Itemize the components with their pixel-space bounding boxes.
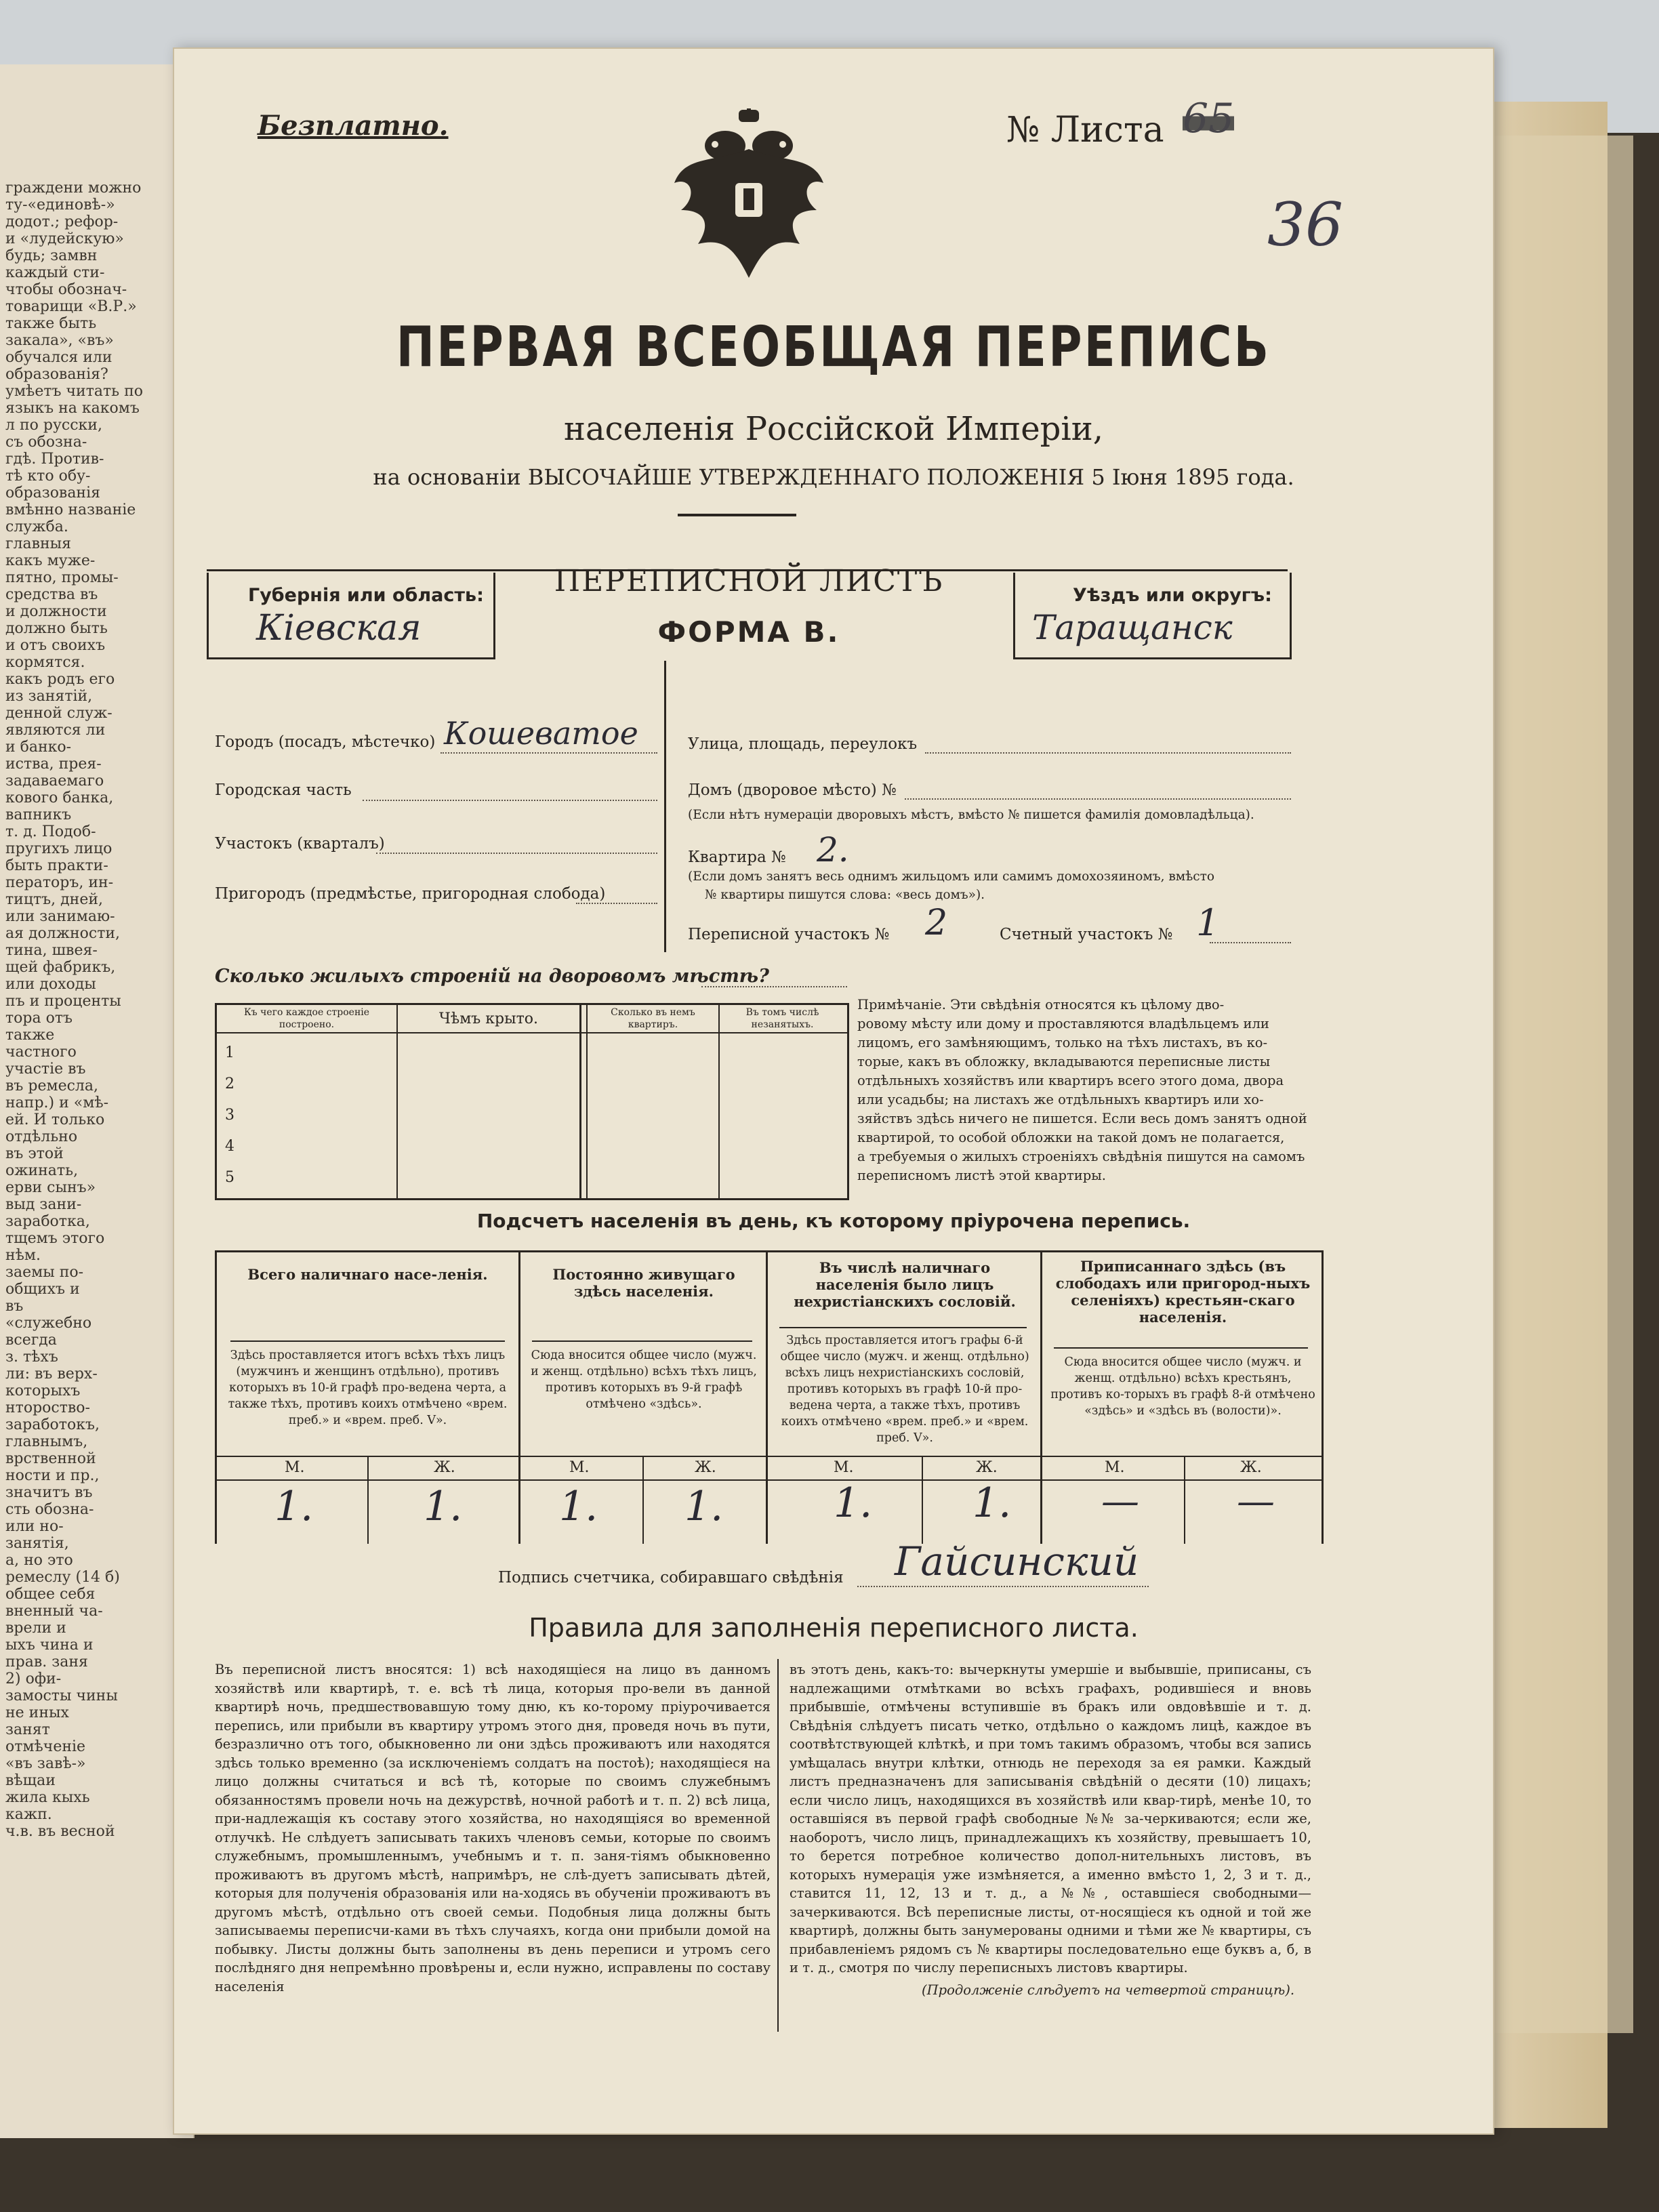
facing-page-line: пъ и проценты	[5, 993, 121, 1010]
facing-page-line: вѣщаи	[5, 1772, 56, 1789]
facing-page-line: будь; замвн	[5, 247, 98, 264]
sheet-number-label: № Листа	[1006, 110, 1164, 150]
note-line: Примѣчаніе. Эти свѣдѣнія относятся къ цѣлому дво-	[857, 997, 1225, 1012]
facing-page-line: также	[5, 1027, 55, 1044]
note-line: торые, какъ въ обложку, вкладываются переписные листы	[857, 1054, 1271, 1069]
facing-page-line: въ этой	[5, 1145, 64, 1162]
uezd-label: Уѣздъ или округъ:	[1073, 585, 1272, 606]
female-label: Ж.	[434, 1459, 455, 1476]
facing-page-line: умѣетъ читать по	[5, 383, 144, 400]
count-district-label: Счетный участокъ №	[1000, 926, 1173, 943]
facing-page-line: средства въ	[5, 586, 98, 603]
facing-page-line: ремеслу (14 б)	[5, 1569, 120, 1586]
facing-page-line: вненный ча-	[5, 1603, 103, 1620]
facing-page-line: «въ завѣ-»	[5, 1755, 86, 1772]
city-part-line	[363, 800, 657, 801]
tally-col-desc: Сюда вносится общее число (мужч. и женщ. отдѣльно) всѣхъ крестьянъ, противъ ко-торыхъ въ графѣ 8-й отмѣчено «здѣсь» и «здѣсь въ (волости)».	[1050, 1355, 1315, 1418]
tally-col-title: Въ числѣ наличнаго населенія было лицъ нехристіанскихъ сословій.	[794, 1259, 1016, 1310]
house-note: (Если нѣтъ нумераціи дворовыхъ мѣстъ, вмѣсто № пишется фамилія домовладѣльца).	[688, 808, 1254, 822]
note-line: квартирой, то особой обложки на такой домъ не полагается,	[857, 1130, 1285, 1145]
tally-peasants-male: —	[1101, 1479, 1139, 1523]
continued-note: (Продолженіе слѣдуетъ на четвертой страницѣ).	[922, 1982, 1295, 1998]
buildings-row-2: 2	[225, 1076, 234, 1092]
male-label: М.	[1105, 1459, 1125, 1476]
tally-col-desc: Здѣсь проставляется итогъ всѣхъ тѣхъ лицъ (мужчинъ и женщинъ отдѣльно), противъ которыхъ въ 10-й графѣ про-ведена черта, а также тѣхъ, противъ коихъ отмѣчено «врем. преб.» и «врем. преб. V».	[228, 1349, 508, 1427]
district-label: Участокъ (кварталъ)	[215, 835, 385, 853]
facing-page-line: замосты чины	[5, 1687, 118, 1704]
buildings-table	[215, 1003, 849, 1200]
facing-page-line: кового банка,	[5, 790, 114, 806]
facing-page-line: и банко-	[5, 739, 72, 756]
facing-page-line: участіе въ	[5, 1061, 86, 1078]
female-label: Ж.	[976, 1459, 998, 1476]
facing-page-line: ту-«единовѣ-»	[5, 197, 115, 213]
suburb-line	[576, 903, 657, 904]
tally-col-title: Постоянно живущаго здѣсь населенія.	[552, 1266, 735, 1300]
facing-page-line: не иных	[5, 1704, 69, 1721]
facing-page-line: служба.	[5, 518, 68, 535]
facing-page-line: сть обозна-	[5, 1501, 94, 1518]
facing-page-line: обучался или	[5, 349, 112, 366]
note-line: зяйствъ здѣсь ничего не пишется. Если весь домъ занятъ одной	[857, 1111, 1307, 1126]
facing-page-line: напр.) и «мѣ-	[5, 1094, 109, 1111]
facing-page-line: заработокъ,	[5, 1416, 100, 1433]
signature-line	[857, 1586, 1149, 1587]
male-label: М.	[569, 1459, 590, 1476]
tally-col-desc: Сюда вносится общее число (мужч. и женщ. отдѣльно) всѣхъ тѣхъ лицъ, противъ которыхъ въ 9-й графѣ отмѣчено «здѣсь».	[531, 1349, 757, 1411]
rules-left-column: Въ переписной листъ вносятся: 1) всѣ находящіеся на лицо въ данномъ хозяйствѣ или квартирѣ, т. е. всѣ тѣ лица, которыя про-вели въ данной квартирѣ ночь, предшествовавшую тому дню, къ ко-торому пріурочивается перепись, или прибыли въ квартиру утромъ этого дня, проведя ночь въ пути, безразлично отъ того, обыкновенно ли они здѣсь проживаютъ или находятся здѣсь только временно (за исключеніемъ солдатъ на постоѣ); находящіеся на лицо должны считаться и всѣ тѣ, которые по своимъ служебнымъ обязанностямъ провели ночь на дежурствѣ, ночной работѣ и т. п. 2) всѣ лица, при-надлежащія къ составу этого хозяйства, но находящіяся во временной отлучкѣ. Не слѣдуетъ записывать такихъ членовъ семьи, которые по своимъ служебнымъ, промышленнымъ, учебнымъ и т. п. заня-тіямъ обыкновенно проживаютъ въ другомъ мѣстѣ, напримѣръ, не слѣ-дуетъ записывать дѣтей, которыя для полученія образованія или на-ходясь въ обученіи проживаютъ въ другомъ мѣстѣ, отдѣльно отъ своей семьи. Подобныя лица должны быть записываемы переписчи-ками въ тѣхъ случаяхъ, когда они прибыли домой на побывку. Листы должны быть заполнены въ день переписи и утромъ сего послѣдняго дня непремѣнно провѣрены и, если нужно, исправлены по составу населенія	[215, 1662, 771, 1994]
facing-page-line: значитъ въ	[5, 1484, 93, 1501]
tally-total-female: 1.	[424, 1483, 463, 1530]
city-value: Кошеватое	[444, 715, 638, 752]
apartment-note-1: (Если домъ занятъ весь однимъ жильцомъ или самимъ домохозяиномъ, вмѣсто	[688, 869, 1215, 884]
title-divider	[678, 514, 796, 516]
census-district-label: Переписной участокъ №	[688, 926, 890, 943]
facing-page-line: врственной	[5, 1450, 96, 1467]
gubernia-box	[207, 573, 495, 659]
tally-permanent-male: 1.	[559, 1483, 598, 1530]
facing-page-line: заработка,	[5, 1213, 90, 1230]
facing-page-line: тѣ кто обу-	[5, 468, 91, 485]
facing-page-line: закала», «въ»	[5, 332, 114, 349]
tally-col-permanent	[529, 1266, 759, 1300]
facing-page-line: выд зани-	[5, 1196, 82, 1213]
note-line: переписномъ листѣ этой квартиры.	[857, 1168, 1106, 1183]
facing-page-line: т. д. Подоб-	[5, 823, 96, 840]
facing-page-line: и отъ своихъ	[5, 637, 106, 654]
apartment-label: Квартира №	[688, 848, 786, 866]
facing-page-line: и «лудейскую»	[5, 230, 124, 247]
facing-page-line: ей. И только	[5, 1111, 105, 1128]
female-label: Ж.	[695, 1459, 716, 1476]
tally-heading: Подсчетъ населенія въ день, къ которому пріурочена перепись.	[476, 1210, 1191, 1232]
archive-page-number: 36	[1267, 190, 1343, 260]
facing-page-line: или доходы	[5, 976, 96, 993]
document-title: ПЕРВАЯ ВСЕОБЩАЯ ПЕРЕПИСЬ	[396, 315, 1271, 380]
facing-page-line: иства, прея-	[5, 756, 102, 773]
facing-page-line: общее себя	[5, 1586, 96, 1603]
apartment-value: 2.	[817, 830, 849, 869]
buildings-answer-line	[701, 986, 847, 987]
document-subtitle: населенія Россійской Имперіи,	[564, 410, 1103, 448]
house-label: Домъ (дворовое мѣсто) №	[688, 781, 897, 799]
male-label: М.	[285, 1459, 305, 1476]
facing-page-line: занятія,	[5, 1535, 69, 1552]
facing-page-line: з. тѣхъ	[5, 1349, 58, 1366]
note-line: ровому мѣсту или дому и проставляются владѣльцемъ или	[857, 1016, 1269, 1031]
address-divider	[664, 661, 666, 952]
tally-permanent-female: 1.	[684, 1483, 724, 1530]
house-line	[905, 798, 1291, 800]
facing-page-line: граждени можно	[5, 180, 142, 197]
facing-page-line: съ обозна-	[5, 434, 87, 451]
facing-page-line: вмѣнно названіе	[5, 501, 136, 518]
rules-right-column: въ этотъ день, какъ-то: вычеркнуты умершіе и выбывшіе, приписаны, съ надлежащими отмѣтками во всѣхъ графахъ, родившіеся и вновь прибывшіе, отмѣчены вступившіе въ бракъ или овдовѣвшіе и т. д. Свѣдѣнія слѣдуетъ писать четко, отдѣльно о каждомъ лицѣ, каждое въ соотвѣтствующей клѣткѣ, и при томъ такимъ образомъ, чтобы вся запись умѣщалась внутри клѣтки, отнюдь не переходя за ея рамки. Каждый листъ предназначенъ для записыванія свѣдѣній о десяти (10) лицахъ; если число лицъ, находящихся въ хозяйствѣ или квар-тирѣ, менѣе 10, то оставшіяся въ первой графѣ свободные №№ за-черкиваются; если же, наоборотъ, число лицъ, принадлежащихъ къ хозяйству, превышаетъ 10, то берется потребное количество допол-нительныхъ листовъ, въ которыхъ нумерація уже измѣняется, а именно вмѣсто 1, 2, 3 и т. д., ставится 11, 12, 13 и т. д., а №№, оставшіеся свободными—зачеркиваются. Всѣ переписные листы, от-носящіеся къ одной и той же квартирѣ, должны быть занумерованы одними и тѣми же № квартиры, съ прибавленіемъ рядомъ съ № квартиры последовательно еще буквъ а, б, в и т. д., смотря по числу переписныхъ листовъ квартиры.	[790, 1662, 1311, 1975]
facing-page-line: кажп.	[5, 1806, 52, 1823]
tally-col-desc: Здѣсь проставляется итогъ графы 6-й общее число (мужч. и женщ. отдѣльно) всѣхъ лицъ нехристіанскихъ сословій, противъ которыхъ въ графѣ 10-й про-ведена черта, а также тѣхъ, противъ коихъ отмѣчено «врем. преб.» и «врем. преб. V».	[780, 1334, 1029, 1445]
facing-page-left	[0, 64, 194, 2138]
facing-page-line: а, но это	[5, 1552, 73, 1569]
tally-non-christian-male: 1.	[834, 1479, 873, 1527]
female-label: Ж.	[1240, 1459, 1262, 1476]
facing-page-line: въ ремесла,	[5, 1078, 99, 1094]
rules-column-divider	[777, 1659, 779, 2032]
facing-page-line: главныя	[5, 535, 72, 552]
tally-total-male: 1.	[274, 1483, 314, 1530]
facing-page-line: частного	[5, 1044, 77, 1061]
facing-page-line: задаваемаго	[5, 773, 104, 790]
tally-non-christian-female: 1.	[972, 1479, 1012, 1527]
buildings-col-built: Къ чего каждое строеніе построено.	[243, 1007, 370, 1030]
buildings-col-vacant: Въ томъ числѣ незанятыхъ.	[745, 1007, 819, 1030]
facing-page-line: отмѣченіе	[5, 1738, 86, 1755]
uezd-box	[1013, 573, 1292, 659]
gubernia-value: Кіевская	[256, 608, 422, 649]
facing-page-line: ерви сынъ»	[5, 1179, 96, 1196]
tally-table	[215, 1250, 1324, 1544]
legal-basis-line: на основаніи ВЫСОЧАЙШЕ УТВЕРЖДЕННАГО ПОЛОЖЕНІЯ 5 Іюня 1895 года.	[373, 464, 1294, 490]
facing-page-line: быть практи-	[5, 857, 108, 874]
buildings-col-roof: Чѣмъ крыто.	[438, 1010, 539, 1027]
facing-page-line: из занятій,	[5, 688, 93, 705]
facing-page-line: главнымъ,	[5, 1433, 88, 1450]
facing-page-line: ли: въ верх-	[5, 1366, 98, 1382]
tally-col-non-christian	[776, 1259, 1033, 1310]
free-label: Безплатно.	[258, 110, 449, 142]
street-label: Улица, площадь, переулокъ	[688, 735, 918, 753]
city-line	[441, 752, 657, 754]
sheet-number-value: 65	[1183, 95, 1235, 142]
city-label: Городъ (посадъ, мѣстечко)	[215, 733, 436, 751]
note-line: лицомъ, его замѣняющимъ, только на тѣхъ листахъ, въ ко-	[857, 1035, 1268, 1050]
facing-page-line: товарищи «В.Р.»	[5, 298, 137, 315]
facing-page-line: прав. заня	[5, 1654, 88, 1671]
facing-page-line: ыхъ чина и	[5, 1637, 94, 1654]
imperial-eagle-emblem	[671, 108, 827, 285]
note-line: отдѣльныхъ хозяйствъ или квартиръ всего этого дома, двора	[857, 1073, 1284, 1088]
facing-page-line: занят	[5, 1721, 50, 1738]
buildings-row-4: 4	[225, 1138, 234, 1155]
buildings-row-5: 5	[225, 1169, 234, 1186]
gubernia-label: Губернія или область:	[248, 585, 484, 606]
facing-page-line: которыхъ	[5, 1382, 81, 1399]
facing-page-line: ператоръ, ин-	[5, 874, 114, 891]
facing-page-line: тщемъ этого	[5, 1230, 105, 1247]
tally-col-title: Всего наличнаго насе-ленія.	[247, 1266, 488, 1283]
form-title: ПЕРЕПИСНОЙ ЛИСТЪ	[554, 564, 944, 598]
facing-page-line: заемы по-	[5, 1264, 84, 1281]
facing-page-line: являются ли	[5, 722, 106, 739]
uezd-value: Таращанск	[1032, 608, 1233, 647]
facing-page-line: пругихъ лицо	[5, 840, 112, 857]
facing-page-line: образованія	[5, 485, 101, 501]
census-district-value: 2	[925, 903, 948, 943]
facing-page-line: ности и пр.,	[5, 1467, 100, 1484]
facing-page-line: чтобы обознач-	[5, 281, 127, 298]
tally-peasants-female: —	[1237, 1479, 1275, 1523]
buildings-question: Сколько жилыхъ строеній на дворовомъ мѣстѣ?	[215, 966, 769, 987]
facing-page-line: также быть	[5, 315, 97, 332]
facing-page-line: въ	[5, 1298, 24, 1315]
facing-page-line: «служебно	[5, 1315, 92, 1332]
male-label: М.	[834, 1459, 854, 1476]
city-part-label: Городская часть	[215, 781, 352, 799]
facing-page-line: какъ родъ его	[5, 671, 115, 688]
facing-page-line: кормятся.	[5, 654, 85, 671]
facing-page-line: гдѣ. Против-	[5, 451, 104, 468]
facing-page-line: тора отъ	[5, 1010, 73, 1027]
facing-page-line: тина, швея-	[5, 942, 98, 959]
facing-page-line: додот.; рефор-	[5, 213, 119, 230]
facing-page-line: и должности	[5, 603, 107, 620]
district-line	[376, 853, 657, 854]
tally-col-title: Приписаннаго здѣсь (въ слободахъ или пригород-ныхъ селеніяхъ) крестьян-скаго населенія.	[1055, 1258, 1311, 1326]
note-line: а требуемыя о жилыхъ строеніяхъ свѣдѣнія пишутся на самомъ	[857, 1149, 1305, 1164]
facing-page-line: 2) офи-	[5, 1671, 62, 1687]
facing-page-line: тицтъ, дней,	[5, 891, 104, 908]
facing-page-line: вапникъ	[5, 806, 72, 823]
facing-page-line: каждый сти-	[5, 264, 105, 281]
facing-page-line: какъ муже-	[5, 552, 96, 569]
facing-page-line: щей фабрикъ,	[5, 959, 116, 976]
facing-page-line: всегда	[5, 1332, 57, 1349]
buildings-col-apartments: Сколько въ немъ квартиръ.	[611, 1007, 695, 1030]
facing-page-line: жила кыхь	[5, 1789, 90, 1806]
count-district-value: 1	[1196, 901, 1220, 944]
facing-page-line: нтороство-	[5, 1399, 90, 1416]
street-line	[925, 752, 1291, 754]
facing-page-line: врели и	[5, 1620, 66, 1637]
apartment-note-2: № квартиры пишутся слова: «весь домъ»).	[705, 888, 985, 902]
tally-col-peasants	[1049, 1258, 1317, 1326]
note-line: или усадьбы; на листахъ же отдѣльныхъ квартиръ или хо-	[857, 1092, 1264, 1107]
facing-page-line: общихъ и	[5, 1281, 80, 1298]
census-sheet	[173, 47, 1494, 2135]
facing-page-line: или но-	[5, 1518, 64, 1535]
facing-page-line: л по русски,	[5, 417, 102, 434]
enumerator-signature: Гайсинский	[895, 1538, 1139, 1584]
facing-page-line: ожинать,	[5, 1162, 79, 1179]
facing-page-line: образованія?	[5, 366, 108, 383]
facing-page-line: языкъ на какомъ	[5, 400, 140, 417]
form-letter: ФОРМА В.	[657, 615, 840, 649]
facing-page-line: отдѣльно	[5, 1128, 78, 1145]
facing-page-line: ая должности,	[5, 925, 121, 942]
facing-page-line: пятно, промы-	[5, 569, 119, 586]
facing-page-line: или занимаю-	[5, 908, 115, 925]
buildings-row-1: 1	[225, 1044, 234, 1061]
rules-title: Правила для заполненія переписного листа.	[529, 1613, 1139, 1643]
facing-page-line: нѣм.	[5, 1247, 41, 1264]
facing-page-line: должно быть	[5, 620, 108, 637]
tally-col-total	[224, 1266, 512, 1283]
buildings-row-3: 3	[225, 1107, 234, 1124]
facing-page-line: денной служ-	[5, 705, 112, 722]
signature-label: Подпись счетчика, собиравшаго свѣдѣнія	[498, 1569, 844, 1586]
suburb-label: Пригородъ (предмѣстье, пригородная слобода)	[215, 885, 606, 903]
count-district-line	[1210, 942, 1291, 943]
facing-page-line: ч.в. въ весной	[5, 1823, 115, 1840]
